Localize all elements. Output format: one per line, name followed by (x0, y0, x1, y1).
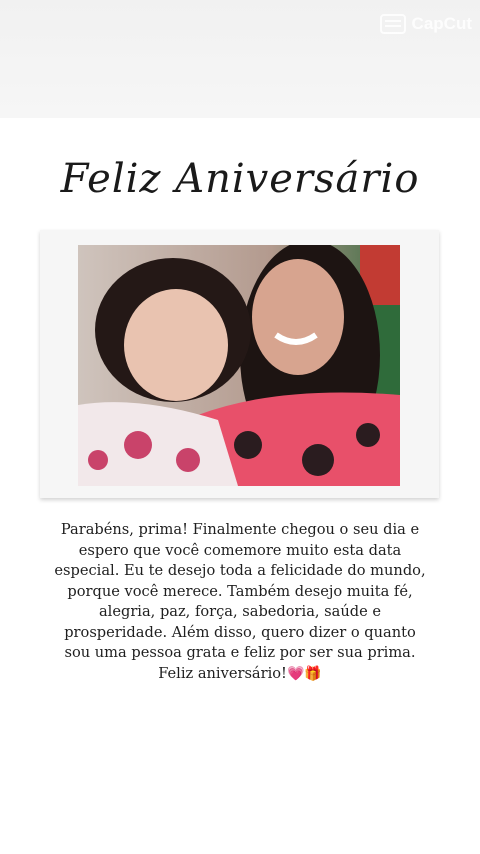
gift-emoji-icon: 🎁 (304, 665, 322, 682)
message-text: Parabéns, prima! Finalmente chegou o seu dia e espero que você comemore muito esta data especial. Eu te desejo toda a felicidade do mundo, porque você merece. Também desejo muita fé, alegria, paz, força, sabedoria, saúde e prosperidade. Além disso, quero dizer o quanto sou uma pessoa grata e feliz por ser sua prima. Feliz aniversário! (54, 521, 426, 682)
birthday-message (52, 520, 428, 684)
page-title (0, 150, 480, 214)
polaroid-frame (40, 230, 439, 498)
title-text: Feliz Aniversário (60, 156, 420, 202)
watermark-text: CapCut (411, 14, 472, 33)
heart-emoji-icon: 💗 (286, 665, 305, 682)
photo-icon (78, 245, 400, 486)
birthday-photo (78, 245, 400, 486)
capcut-watermark (380, 14, 472, 34)
capcut-logo-icon (380, 14, 406, 34)
title-script (0, 150, 480, 210)
